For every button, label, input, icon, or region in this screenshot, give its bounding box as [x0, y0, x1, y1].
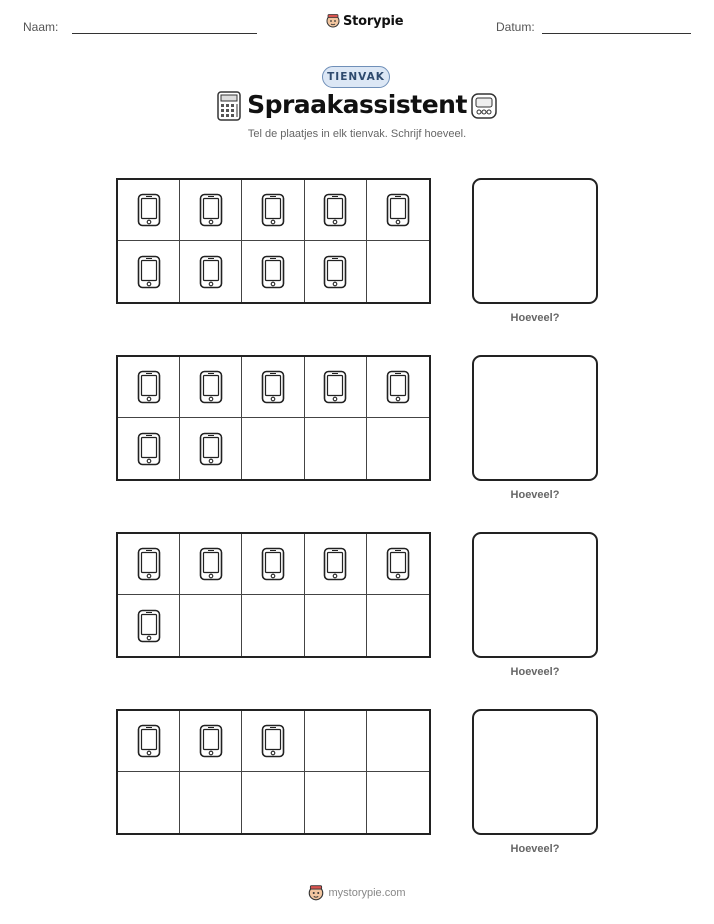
smartphone-icon — [323, 255, 347, 289]
frame-cell — [118, 241, 180, 302]
smartphone-icon — [386, 547, 410, 581]
frame-cell — [367, 241, 429, 302]
brand-name: Storypie — [343, 13, 404, 29]
frame-cell — [180, 711, 242, 772]
frame-cell — [305, 418, 367, 479]
brand-logo — [326, 13, 403, 29]
smartphone-icon — [137, 370, 161, 404]
smartphone-icon — [261, 193, 285, 227]
ten-frame-2 — [116, 355, 431, 481]
frame-cell — [180, 241, 242, 302]
frame-cell — [118, 595, 180, 656]
frame-cell — [180, 180, 242, 241]
answer-box-4[interactable] — [472, 709, 598, 835]
answer-label-1: Hoeveel? — [510, 312, 560, 324]
frame-cell — [242, 357, 304, 418]
frame-cell — [367, 772, 429, 833]
frame-cell — [305, 711, 367, 772]
frame-cell — [118, 180, 180, 241]
frame-cell — [180, 772, 242, 833]
answer-box-1[interactable] — [472, 178, 598, 304]
smartphone-icon — [261, 370, 285, 404]
ten-frame-1 — [116, 178, 431, 304]
smartphone-icon — [323, 547, 347, 581]
frame-cell — [180, 534, 242, 595]
frame-cell — [305, 534, 367, 595]
frame-cell — [180, 595, 242, 656]
frame-cell — [305, 241, 367, 302]
smartphone-icon — [137, 193, 161, 227]
smartphone-icon — [386, 370, 410, 404]
frame-cell — [367, 418, 429, 479]
smartphone-icon — [323, 370, 347, 404]
smartphone-icon — [137, 724, 161, 758]
frame-cell — [242, 772, 304, 833]
frame-cell — [242, 534, 304, 595]
name-label: Naam: — [23, 20, 59, 34]
frame-cell — [242, 595, 304, 656]
instructions: Tel de plaatjes in elk tienvak. Schrijf hoeveel. — [247, 128, 467, 140]
smartphone-icon — [137, 609, 161, 643]
frame-cell — [367, 711, 429, 772]
answer-label-4: Hoeveel? — [510, 843, 560, 855]
frame-cell — [118, 534, 180, 595]
name-line[interactable] — [72, 33, 257, 34]
smartphone-icon — [261, 547, 285, 581]
frame-cell — [118, 772, 180, 833]
smartphone-icon — [261, 724, 285, 758]
frame-cell — [242, 711, 304, 772]
smartphone-icon — [199, 432, 223, 466]
storypie-mascot-icon — [326, 13, 340, 29]
smartphone-icon — [386, 193, 410, 227]
frame-cell — [305, 595, 367, 656]
frame-cell — [180, 418, 242, 479]
ten-frame-3 — [116, 532, 431, 658]
frame-cell — [367, 357, 429, 418]
smartphone-icon — [199, 547, 223, 581]
smartphone-icon — [137, 432, 161, 466]
frame-cell — [118, 357, 180, 418]
smartphone-icon — [323, 193, 347, 227]
smartphone-icon — [199, 724, 223, 758]
answer-label-2: Hoeveel? — [510, 489, 560, 501]
footer-site: mystorypie.com — [328, 887, 406, 899]
smartphone-icon — [261, 255, 285, 289]
frame-cell — [367, 595, 429, 656]
frame-cell — [305, 357, 367, 418]
answer-label-3: Hoeveel? — [510, 666, 560, 678]
answer-box-3[interactable] — [472, 532, 598, 658]
smartphone-icon — [137, 547, 161, 581]
topic-badge: TIENVAK — [322, 66, 390, 88]
frame-cell — [242, 180, 304, 241]
page-title: Spraakassistent — [247, 90, 467, 119]
frame-cell — [118, 418, 180, 479]
frame-cell — [118, 711, 180, 772]
smart-speaker-icon — [470, 92, 498, 120]
footer — [0, 884, 714, 902]
answer-box-2[interactable] — [472, 355, 598, 481]
frame-cell — [180, 357, 242, 418]
date-line[interactable] — [542, 33, 691, 34]
frame-cell — [305, 772, 367, 833]
smartphone-icon — [199, 255, 223, 289]
frame-cell — [367, 534, 429, 595]
frame-cell — [242, 418, 304, 479]
frame-cell — [242, 241, 304, 302]
smartphone-icon — [199, 193, 223, 227]
storypie-mascot-icon — [308, 884, 324, 902]
ten-frame-4 — [116, 709, 431, 835]
date-label: Datum: — [496, 20, 535, 34]
frame-cell — [367, 180, 429, 241]
smartphone-icon — [137, 255, 161, 289]
frame-cell — [305, 180, 367, 241]
smartphone-icon — [199, 370, 223, 404]
